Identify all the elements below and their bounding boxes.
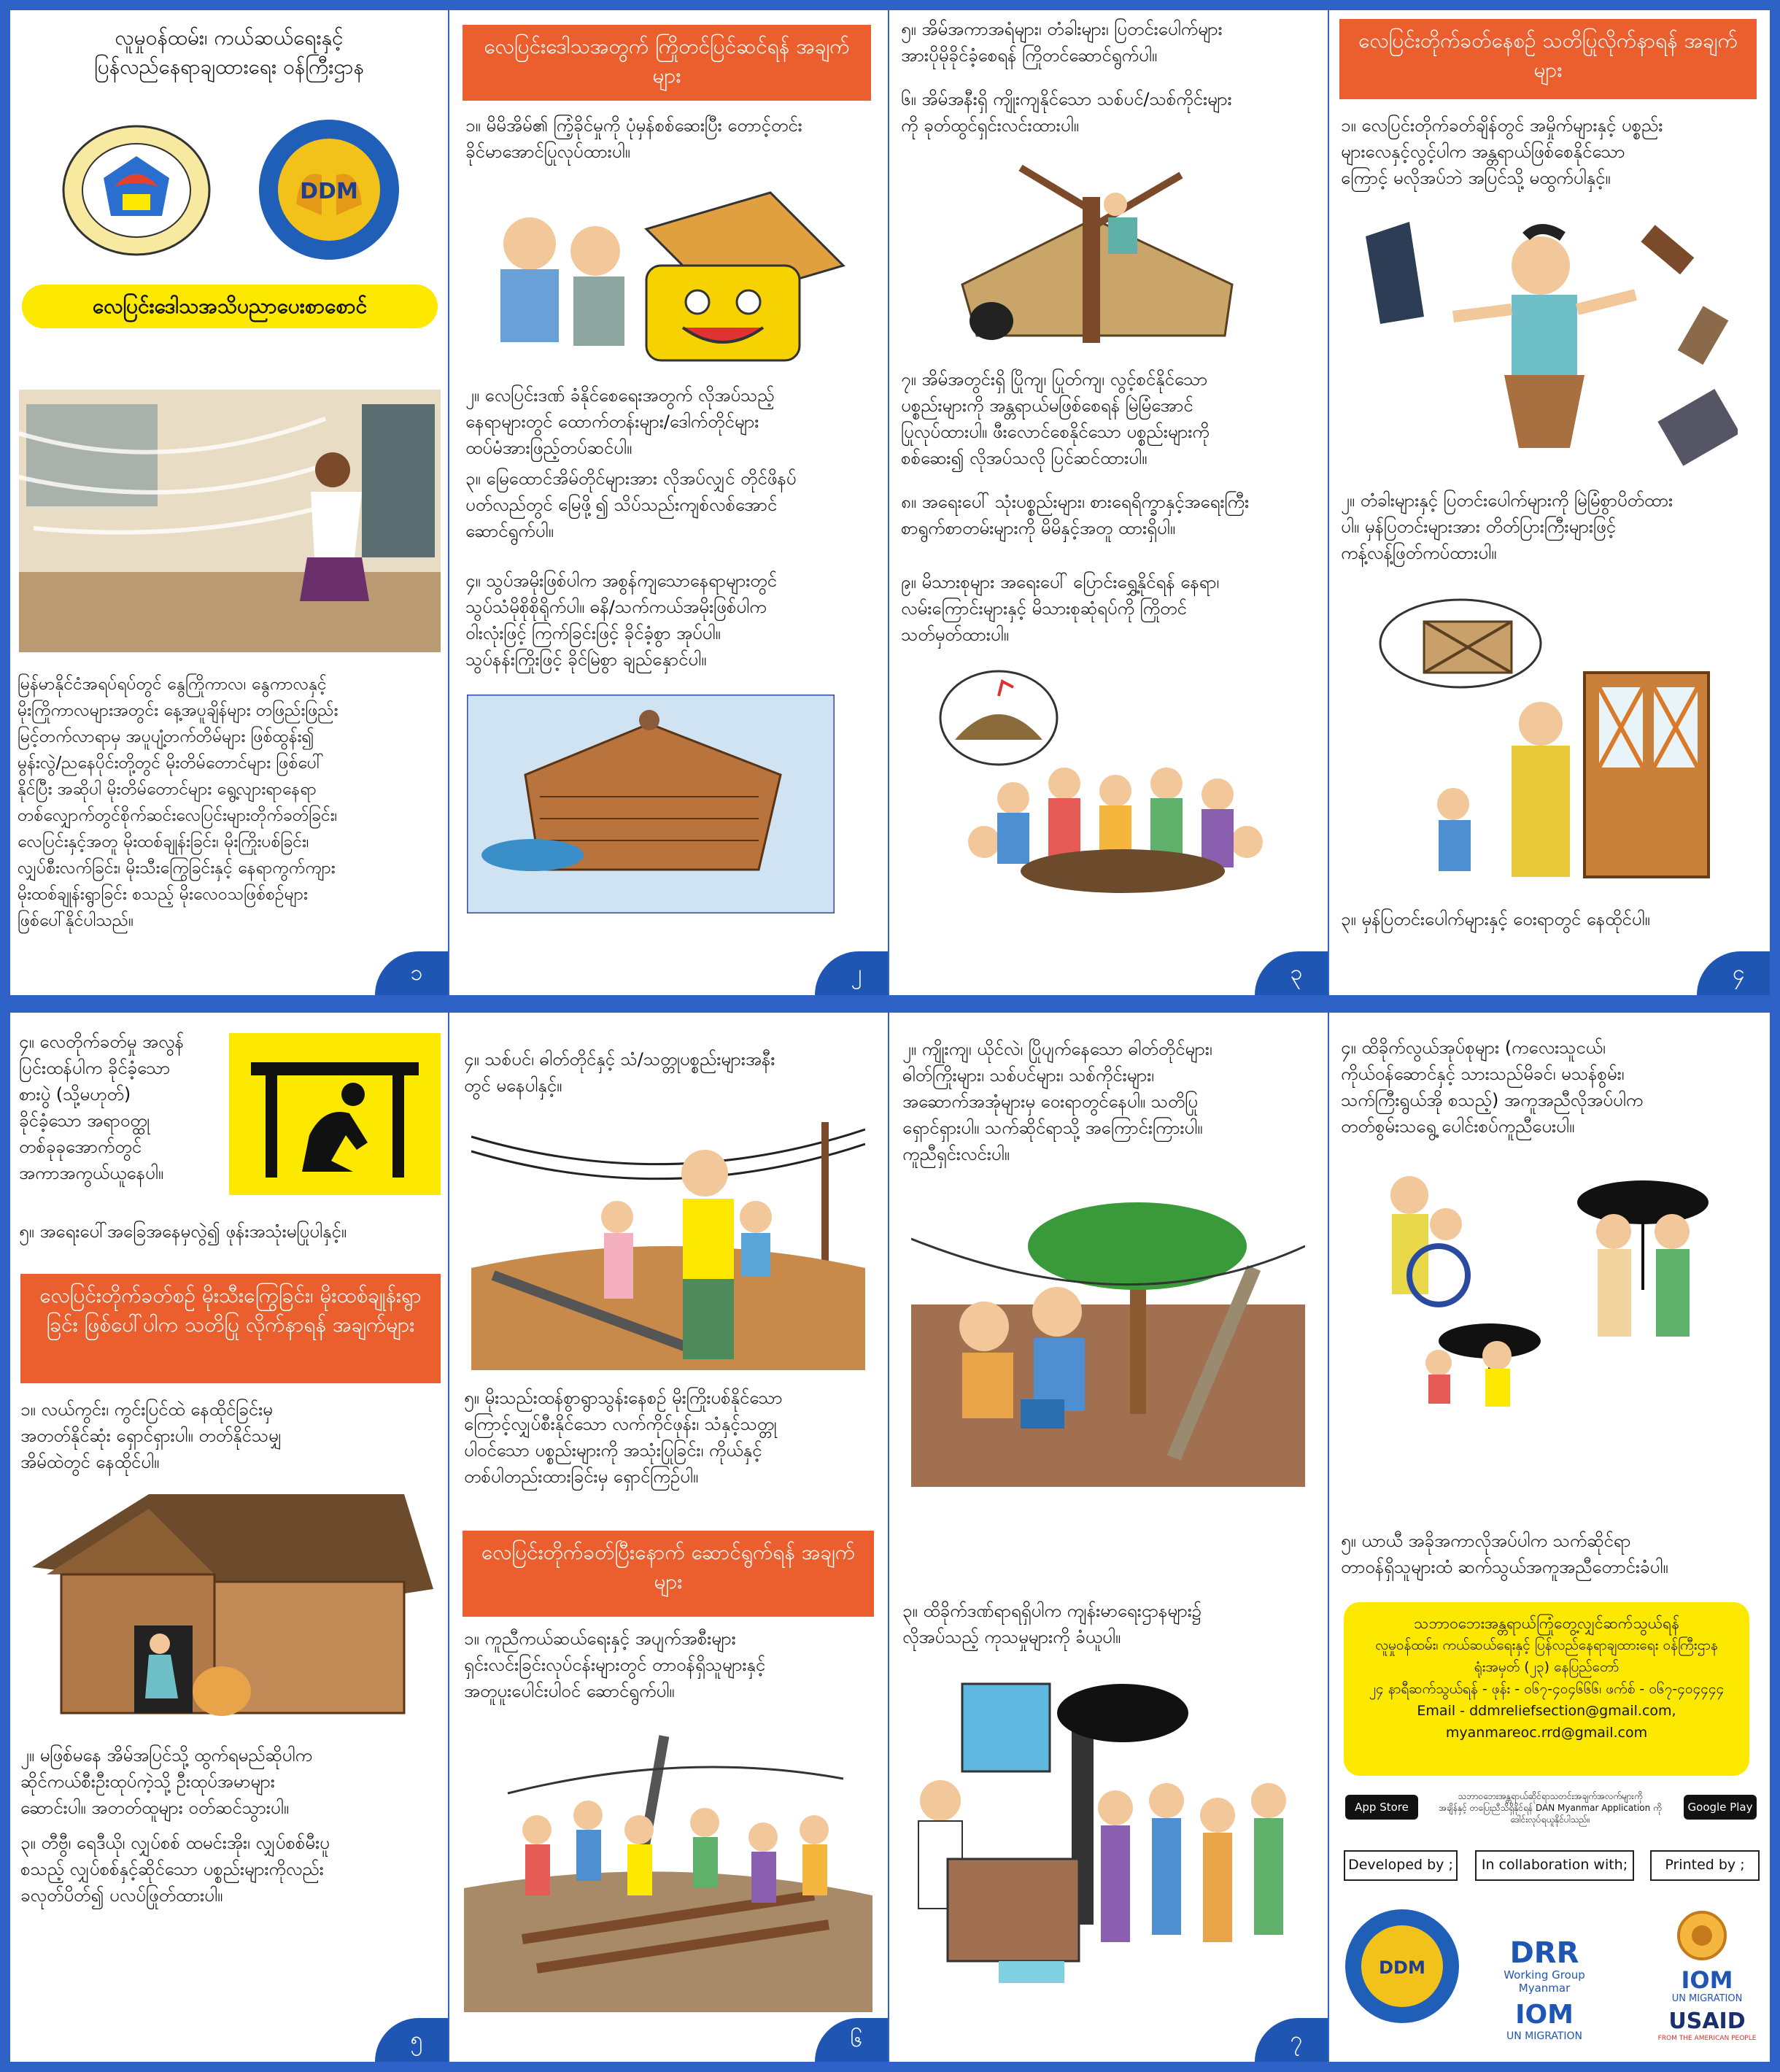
family-meeting-illustration	[911, 667, 1290, 908]
ministry-logo	[60, 121, 213, 260]
tip-item: ၄။ လေတိုက်ခတ်မှု အလွန် ပြင်းထန်ပါက ခိုင်ခံ့သော စားပွဲ (သို့မဟုတ်) ခိုင်ခံ့သော အရာဝတ္ထု တစ်ခုခုအောက်တွင် အကာအကွယ်ယူနေပါ။	[19, 1032, 184, 1183]
tip-item: ၄။ သစ်ပင်၊ ဓါတ်တိုင်နှင့် သံ/သတ္တုပစ္စည်းများအနီး တွင် မနေပါနှင့်။	[464, 1049, 775, 1096]
tip-item: ၁။ လယ်ကွင်း၊ ကွင်းပြင်ထဲ နေထိုင်ခြင်းမှ အတတ်နိုင်ဆုံး ရှောင်ရှားပါ။ တတ်နိုင်သမျှ အိမ်ထဲတွင် နေထိုင်ပါ။	[20, 1399, 282, 1472]
tip-item: ၁။ လေပြင်းတိုက်ခတ်ချိန်တွင် အမှိုက်များနှင့် ပစ္စည်း များလေနှင့်လွင့်ပါက အန္တရာယ်ဖြစ်စေနိုင်သော ကြောင့် မလိုအပ်ဘဲ အပြင်သို့ မထွက်ပါနှင့်။	[1341, 115, 1663, 188]
page-number: ၇	[1255, 2018, 1328, 2062]
app-store-badge[interactable]: App Store	[1345, 1795, 1418, 1820]
avoid-poles-illustration	[471, 1107, 865, 1370]
storm-room-illustration	[19, 390, 441, 652]
tip-item: ၂။ ကျိုးကျ၊ ယိုင်လဲ၊ ပြိုပျက်နေသော ဓါတ်တိုင်များ၊ ဓါတ်ကြိုးများ၊ သစ်ပင်များ၊ သစ်ကိုင်းများ၊ အဆောက်အအုံများမှ ဝေးရာတွင်နေပါ။ သတိပြု ရှောင်ရှားပါ။ သက်ဆိုင်ရာသို့ အကြောင်းကြားပါ။ ကူညီရှင်းလင်းပါ။	[902, 1039, 1212, 1164]
iom-subtitle: UN MIGRATION	[1506, 2030, 1583, 2042]
app-download-note: သဘာဝဘေးအန္တရာယ်ဆိုင်ရာသတင်းအချက်အလက်များကို အချိန်နှင့် တပြေးညီသိရှိနိုင်ရန် DAN Myanmar Application ကို ဒေါင်းလုပ်ရယူနိုင်ပါသည်။	[1439, 1791, 1662, 1825]
contacts-panel	[1329, 1013, 1770, 2062]
page-number: ၂	[815, 951, 888, 995]
usaid-tagline: FROM THE AMERICAN PEOPLE	[1657, 2035, 1757, 2042]
tip-item: ၆။ အိမ်အနီးရှိ ကျိုးကျနိုင်သော သစ်ပင်/သစ်ကိုင်းများ ကို ခုတ်ထွင်ရှင်းလင်းထားပါ။	[901, 89, 1232, 136]
collaboration-label: In collaboration with;	[1475, 1850, 1634, 1881]
iom-subtitle-printer: UN MIGRATION	[1671, 1993, 1743, 2004]
bottom-sheet	[10, 1013, 1770, 2062]
tree-cutting-illustration	[933, 153, 1261, 350]
page-number: ၃	[1255, 951, 1328, 995]
page-number: ၆	[815, 2018, 888, 2062]
contact-phone: ၂၄ နာရီဆက်သွယ်ရန် - ဖုန်း - ၀၆၇-၄၀၄၆၆၆၊ ဖက်စ် - ၀၆၇-၄၀၄၄၄၄	[1369, 1681, 1725, 1697]
during-storm-panel	[1329, 10, 1770, 995]
developed-by-label: Developed by ;	[1344, 1850, 1458, 1881]
drr-subtitle: Working Group Myanmar	[1504, 1968, 1585, 1995]
lightning-panel	[449, 1013, 889, 2062]
iom-logo: IOM	[1515, 2000, 1574, 2030]
tip-item: ၅။ ယာယီ အခိုအကာလိုအပ်ပါက သက်ဆိုင်ရာ တာဝန်ရှိသူများထံ ဆက်သွယ်အကူအညီတောင်းခံပါ။	[1341, 1531, 1668, 1577]
contact-heading: သဘာဝဘေးအန္တရာယ်ကြုံတွေ့လျှင်ဆက်သွယ်ရန်	[1413, 1615, 1680, 1632]
tip-item: ၅။ မိုးသည်းထန်စွာရွာသွန်းနေစဉ် မိုးကြိုးပစ်နိုင်သော ကြောင့်လျှပ်စီးနိုင်သော လက်ကိုင်ဖုန်း၊ သံနှင့်သတ္တု ပါဝင်သော ပစ္စည်းများကို အသုံးပြုခြင်း၊ ကိုယ်နှင့် တစ်ပါတည်းထားခြင်းမှ ရှောင်ကြဉ်ပါ။	[464, 1388, 783, 1487]
tip-item: ၅။ အရေးပေါ်အခြေအနေမှလွဲ၍ ဖုန်းအသုံးမပြုပါနှင့်။	[19, 1221, 347, 1242]
tip-item: ၃။ မြေထောင်အိမ်တိုင်များအား လိုအပ်လျှင် တိုင်ဖိနပ် ပတ်လည်တွင် မြေဖို့၍ သိပ်သည်းကျစ်လစ်အောင် ဆောင်ရွက်ပါ။	[465, 468, 797, 541]
ddm-logo-footer	[1344, 1904, 1460, 2028]
flying-debris-illustration	[1358, 207, 1738, 470]
section-banner: လေပြင်းတိုက်ခတ်ပြီးနောက် ဆောင်ရွက်ရန် အချက်များ	[463, 1531, 874, 1617]
clinic-illustration	[904, 1669, 1312, 1983]
printer-logo	[1676, 1910, 1727, 1961]
contact-dept: လူမှုဝန်ထမ်း၊ ကယ်ဆယ်ရေးနှင့် ပြန်လည်နေရာချထားရေး ဝန်ကြီးဌာန	[1375, 1637, 1718, 1653]
hail-panel	[10, 1013, 449, 2062]
prepare-panel-continued	[889, 10, 1329, 995]
tip-item: ၅။ အိမ်အကာအရံများ၊ တံခါးများ၊ ပြတင်းပေါက်များ အားပိုမိုခိုင်ခံ့စေရန် ကြိုတင်ဆောင်ရွက်ပါ။	[901, 19, 1223, 66]
cover-intro: မြန်မာနိုင်ငံအရပ်ရပ်တွင် နွေကြိုကာလ၊ နွေကာလနှင့် မိုးကြိုကာလများအတွင်း နေ့အပူချိန်များ တဖြည်းဖြည်း မြင့်တက်လာရာမှ အပူပျံ့တက်တိမ်များ ဖြစ်ထွန်း၍ မွန်းလွဲ/ညနေပိုင်းတို့တွင် မိုးတိမ်တောင်များ ဖြစ်ပေါ် နိုင်ပြီး အဆိုပါ မိုးတိမ်တောင်များ ရွေ့လျားရာနေရာ တစ်လျှောက်တွင်စိုက်ဆင်းလေပြင်းများတိုက်ခတ်ခြင်း၊ လေပြင်းနှင့်အတူ မိုးထစ်ချုန်းခြင်း၊ မိုးကြိုးပစ်ခြင်း၊ လျှပ်စီးလက်ခြင်း၊ မိုးသီးကြွေခြင်းနှင့် နေရာကွက်ကျား မိုးထစ်ချုန်းရွာခြင်း စသည့် မိုးလေ၀သဖြစ်စဉ်များ ဖြစ်ပေါ်နိုင်ပါသည်။	[18, 675, 338, 930]
section-banner: လေပြင်းတိုက်ခတ်နေစဉ် သတိပြုလိုက်နာရန် အချက်များ	[1339, 19, 1757, 99]
tip-item: ၃။ တီဗွီ၊ ရေဒီယို၊ လျှပ်စစ် ထမင်းအိုး၊ လျှပ်စစ်မီးပူ စသည့် လျှပ်စစ်နှင့်ဆိုင်သော ပစ္စည်းများကိုလည်း ခလုတ်ပိတ်၍ ပလပ်ဖြုတ်ထားပါ။	[20, 1833, 330, 1906]
tip-item: ၄။ ထိခိုက်လွယ်အုပ်စုများ (ကလေးသူငယ်၊ ကိုယ်ဝန်ဆောင်နှင့် သားသည်မိခင်၊ မသန်စွမ်း၊ သက်ကြီးရွယ်အို စသည့်) အကူအညီလိုအပ်ပါက တတ်စွမ်းသရွေ့ ပေါင်းစပ်ကူညီပေးပါ။	[1341, 1037, 1644, 1137]
taping-windows-illustration	[1366, 592, 1730, 899]
ddm-logo	[252, 117, 406, 263]
google-play-badge[interactable]: Google Play	[1684, 1795, 1757, 1820]
house-inspection-illustration	[464, 185, 872, 375]
tip-item: ၇။ အိမ်အတွင်းရှိ ပြိုကျ၊ ပြုတ်ကျ၊ လွင့်စင်နိုင်သော ပစ္စည်းများကို အန္တရာယ်မဖြစ်စေရန် မြဲမြံအောင် ပြုလုပ်ထားပါ။ ဖီးလောင်စေနိုင်သော ပစ္စည်းများကို စစ်ဆေး၍ လိုအပ်သလို ပြင်ဆင်ထားပါ။	[901, 369, 1210, 468]
booklet-title: လေပြင်းဒေါသအသိပညာပေးစာစောင်	[22, 285, 438, 328]
printed-by-label: Printed by ;	[1650, 1850, 1760, 1881]
ministry-name: လူမှုဝန်ထမ်း၊ ကယ်ဆယ်ရေးနှင့် ပြန်လည်နေရာချထားရေး ၀န်ကြီးဌာန	[94, 26, 364, 79]
tip-item: ၃။ ထိခိုက်ဒဏ်ရာရရှိပါက ကျန်းမာရေးဌာနများ၌ လိုအပ်သည့် ကုသမှုများကို ခံယူပါ။	[902, 1601, 1202, 1647]
iom-logo-printer: IOM	[1681, 1966, 1733, 1994]
tip-item: ၃။ မှန်ပြတင်းပေါက်များနှင့် ဝေးရာတွင် နေထိုင်ပါ။	[1341, 909, 1650, 929]
helping-vulnerable-illustration	[1366, 1151, 1745, 1414]
tip-item: ၉။ မိသားစုများ အရေးပေါ် ပြောင်းရွှေ့နိုင်ရန် နေရာ၊ လမ်းကြောင်းများနှင့် မိသားစုဆုံရပ်ကို ကြိုတင် သတ်မှတ်ထားပါ။	[901, 572, 1220, 645]
tip-item: ၄။ သွပ်အမိုးဖြစ်ပါက အစွန်ကျသောနေရာများတွင် သွပ်သံမိုစိုစိုရိုက်ပါ။ ဓနိ/သက်ကယ်အမိုးဖြစ်ပါက ၀ါးလုံးဖြင့် ကြက်ခြင်းဖြင့် ခိုင်ခံ့စွာ အုပ်ပါ။ သွပ်နန်းကြိုးဖြင့် ခိုင်မြဲစွာ ချည်နှောင်ပါ။	[465, 571, 777, 670]
cover-panel	[10, 10, 449, 995]
drr-logo: DRR	[1509, 1936, 1579, 1970]
top-sheet	[10, 10, 1770, 995]
svg-text:DDM: DDM	[1379, 1957, 1425, 1978]
page-number: ၄	[1697, 951, 1770, 995]
tip-item: ၁။ ကူညီကယ်ဆယ်ရေးနှင့် အပျက်အစီးများ ရှင်းလင်းခြင်းလုပ်ငန်းများတွင် တာဝန်ရှိသူများနှင့် အတူပူးပေါင်းပါဝင် ဆောင်ရွက်ပါ။	[464, 1628, 766, 1701]
contact-office: ရုံးအမှတ် (၂၃) နေပြည်တော်	[1474, 1659, 1620, 1675]
prepare-panel	[449, 10, 889, 995]
cleanup-illustration	[464, 1706, 872, 2012]
contact-email[interactable]: Email - ddmreliefsection@gmail.com,	[1417, 1703, 1676, 1719]
page-number: ၁	[375, 951, 448, 995]
emergency-contact-box	[1344, 1602, 1749, 1776]
contact-email-2[interactable]: myanmareoc.rrd@gmail.com	[1445, 1725, 1648, 1741]
tip-item: ၂။ မဖြစ်မနေ အိမ်အပြင်သို့ ထွက်ရမည်ဆိုပါက ဆိုင်ကယ်စီးဦးထုပ်ကဲ့သို့ ဦးထုပ်အမာများ ဆောင်းပါ။ အတတ်ထူများ ဝတ်ဆင်သွားပါ။	[20, 1745, 312, 1818]
fallen-pole-illustration	[911, 1180, 1305, 1487]
after-storm-panel	[889, 1013, 1329, 2062]
house-shelter-illustration	[25, 1480, 433, 1720]
section-banner: လေပြင်းဒေါသအတွက် ကြိုတင်ပြင်ဆင်ရန် အချက်များ	[463, 25, 871, 101]
usaid-logo: USAID	[1668, 2009, 1746, 2034]
page-number: ၅	[375, 2018, 448, 2062]
svg-text:DDM: DDM	[300, 179, 358, 204]
take-cover-sign	[229, 1033, 441, 1195]
tip-item: ၈။ အရေးပေါ် သုံးပစ္စည်းများ၊ စားရေရိက္ခာနှင့်အရေးကြီး စာရွက်စာတမ်းများကို မိမိနှင့်အတူ ထားရှိပါ။	[901, 492, 1250, 538]
section-banner: လေပြင်းတိုက်ခတ်စဉ် မိုးသီးကြွေခြင်း၊ မိုးထစ်ချုန်းရွာခြင်း ဖြစ်ပေါ်ပါက သတိပြု လိုက်နာရန် အချက်များ	[20, 1274, 441, 1383]
roof-repair-illustration	[467, 695, 835, 913]
tip-item: ၁။ မိမိအိမ်၏ ကြံ့ခိုင်မှုကို ပုံမှန်စစ်ဆေးပြီး တောင့်တင်း ခိုင်မာအောင်ပြုလုပ်ထားပါ။	[465, 115, 802, 162]
tip-item: ၂။ တံခါးများနှင့် ပြတင်းပေါက်များကို မြဲမြံစွာပိတ်ထား ပါ။ မှန်ပြတင်းများအား တိတ်ပြားကြီးများဖြင့် ကန့်လန့်ဖြတ်ကပ်ထားပါ။	[1341, 490, 1673, 563]
tip-item: ၂။ လေပြင်းဒဏ် ခံနိုင်စေရေးအတွက် လိုအပ်သည့် နေရာများတွင် ထောက်တန်းများ/ဒေါက်တိုင်များ ထပ်မံအားဖြည့်တပ်ဆင်ပါ။	[465, 385, 775, 458]
